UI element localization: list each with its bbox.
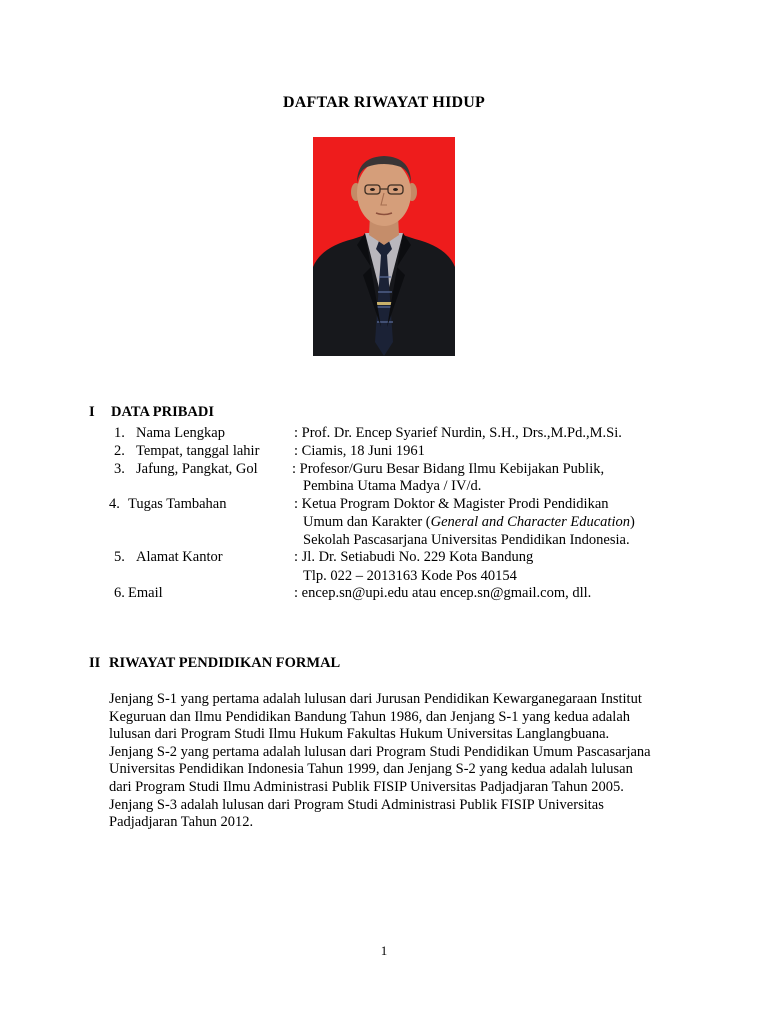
paragraph-line: Padjadjaran Tahun 2012.	[109, 814, 254, 831]
document-title: DAFTAR RIWAYAT HIDUP	[283, 94, 485, 111]
section-1-number: I	[89, 404, 95, 420]
row-number: 5.	[114, 549, 125, 565]
row-value-italic: General and Character Education	[430, 514, 630, 530]
row-number: 1.	[114, 425, 125, 441]
row-value: : Prof. Dr. Encep Syarief Nurdin, S.H., Drs.,M.Pd.,M.Si.	[294, 425, 622, 441]
row-value-cont	[303, 514, 635, 531]
row-value: : encep.sn@upi.edu atau encep.sn@gmail.com, dll.	[294, 585, 592, 601]
row-value-cont: Tlp. 022 – 2013163 Kode Pos 40154	[303, 568, 517, 584]
paragraph-line: Keguruan dan Ilmu Pendidikan Bandung Tahun 1986, dan Jenjang S-1 yang kedua adalah	[109, 708, 631, 725]
row-value: : Jl. Dr. Setiabudi No. 229 Kota Bandung	[294, 549, 534, 565]
row-value: : Profesor/Guru Besar Bidang Ilmu Kebijakan Publik,	[292, 461, 605, 477]
row-number: 6.	[114, 585, 125, 601]
row-number: 4.	[109, 496, 120, 512]
row-value-cont: Pembina Utama Madya / IV/d.	[303, 478, 482, 494]
row-label: Email	[128, 585, 163, 601]
paragraph-line: Jenjang S-1 yang pertama adalah lulusan dari Jurusan Pendidikan Kewarganegaraan Institut	[109, 691, 642, 707]
section-1-title: DATA PRIBADI	[111, 404, 214, 420]
row-value-part: Umum dan Karakter (	[303, 514, 431, 530]
paragraph-line: Jenjang S-2 yang pertama adalah lulusan dari Program Studi Pendidikan Umum Pascasarjana	[109, 743, 651, 760]
row-number: 2.	[114, 443, 125, 459]
portrait-photo	[313, 137, 455, 356]
row-value: : Ketua Program Doktor & Magister Prodi Pendidikan	[294, 496, 609, 512]
row-value-part: )	[630, 514, 635, 530]
row-label: Jafung, Pangkat, Gol	[136, 461, 258, 477]
education-paragraph	[109, 691, 709, 832]
row-value-cont: Sekolah Pascasarjana Universitas Pendidikan Indonesia.	[303, 532, 630, 548]
row-label: Tempat, tanggal lahir	[136, 443, 260, 459]
portrait-illustration	[313, 137, 455, 356]
paragraph-line: dari Program Studi Ilmu Administrasi Publik FISIP Universitas Padjadjaran Tahun 2005.	[109, 778, 624, 795]
paragraph-line: Jenjang S-3 adalah lulusan dari Program Studi Administrasi Publik FISIP Universitas	[109, 796, 604, 813]
section-2-title: RIWAYAT PENDIDIKAN FORMAL	[109, 655, 341, 671]
row-number: 3.	[114, 461, 125, 477]
section-1-heading	[89, 404, 214, 421]
section-2-heading	[89, 655, 340, 672]
row-label: Alamat Kantor	[136, 549, 223, 565]
page-number: 1	[380, 943, 388, 958]
section-2-number: II	[89, 655, 101, 671]
row-value: : Ciamis, 18 Juni 1961	[294, 443, 425, 459]
row-label: Tugas Tambahan	[128, 496, 227, 512]
paragraph-line: lulusan dari Program Studi Ilmu Hukum Fakultas Hukum Universitas Langlangbuana.	[109, 726, 610, 743]
paragraph-line: Universitas Pendidikan Indonesia Tahun 1999, dan Jenjang S-2 yang kedua adalah lulusan	[109, 761, 633, 778]
row-label: Nama Lengkap	[136, 425, 225, 441]
